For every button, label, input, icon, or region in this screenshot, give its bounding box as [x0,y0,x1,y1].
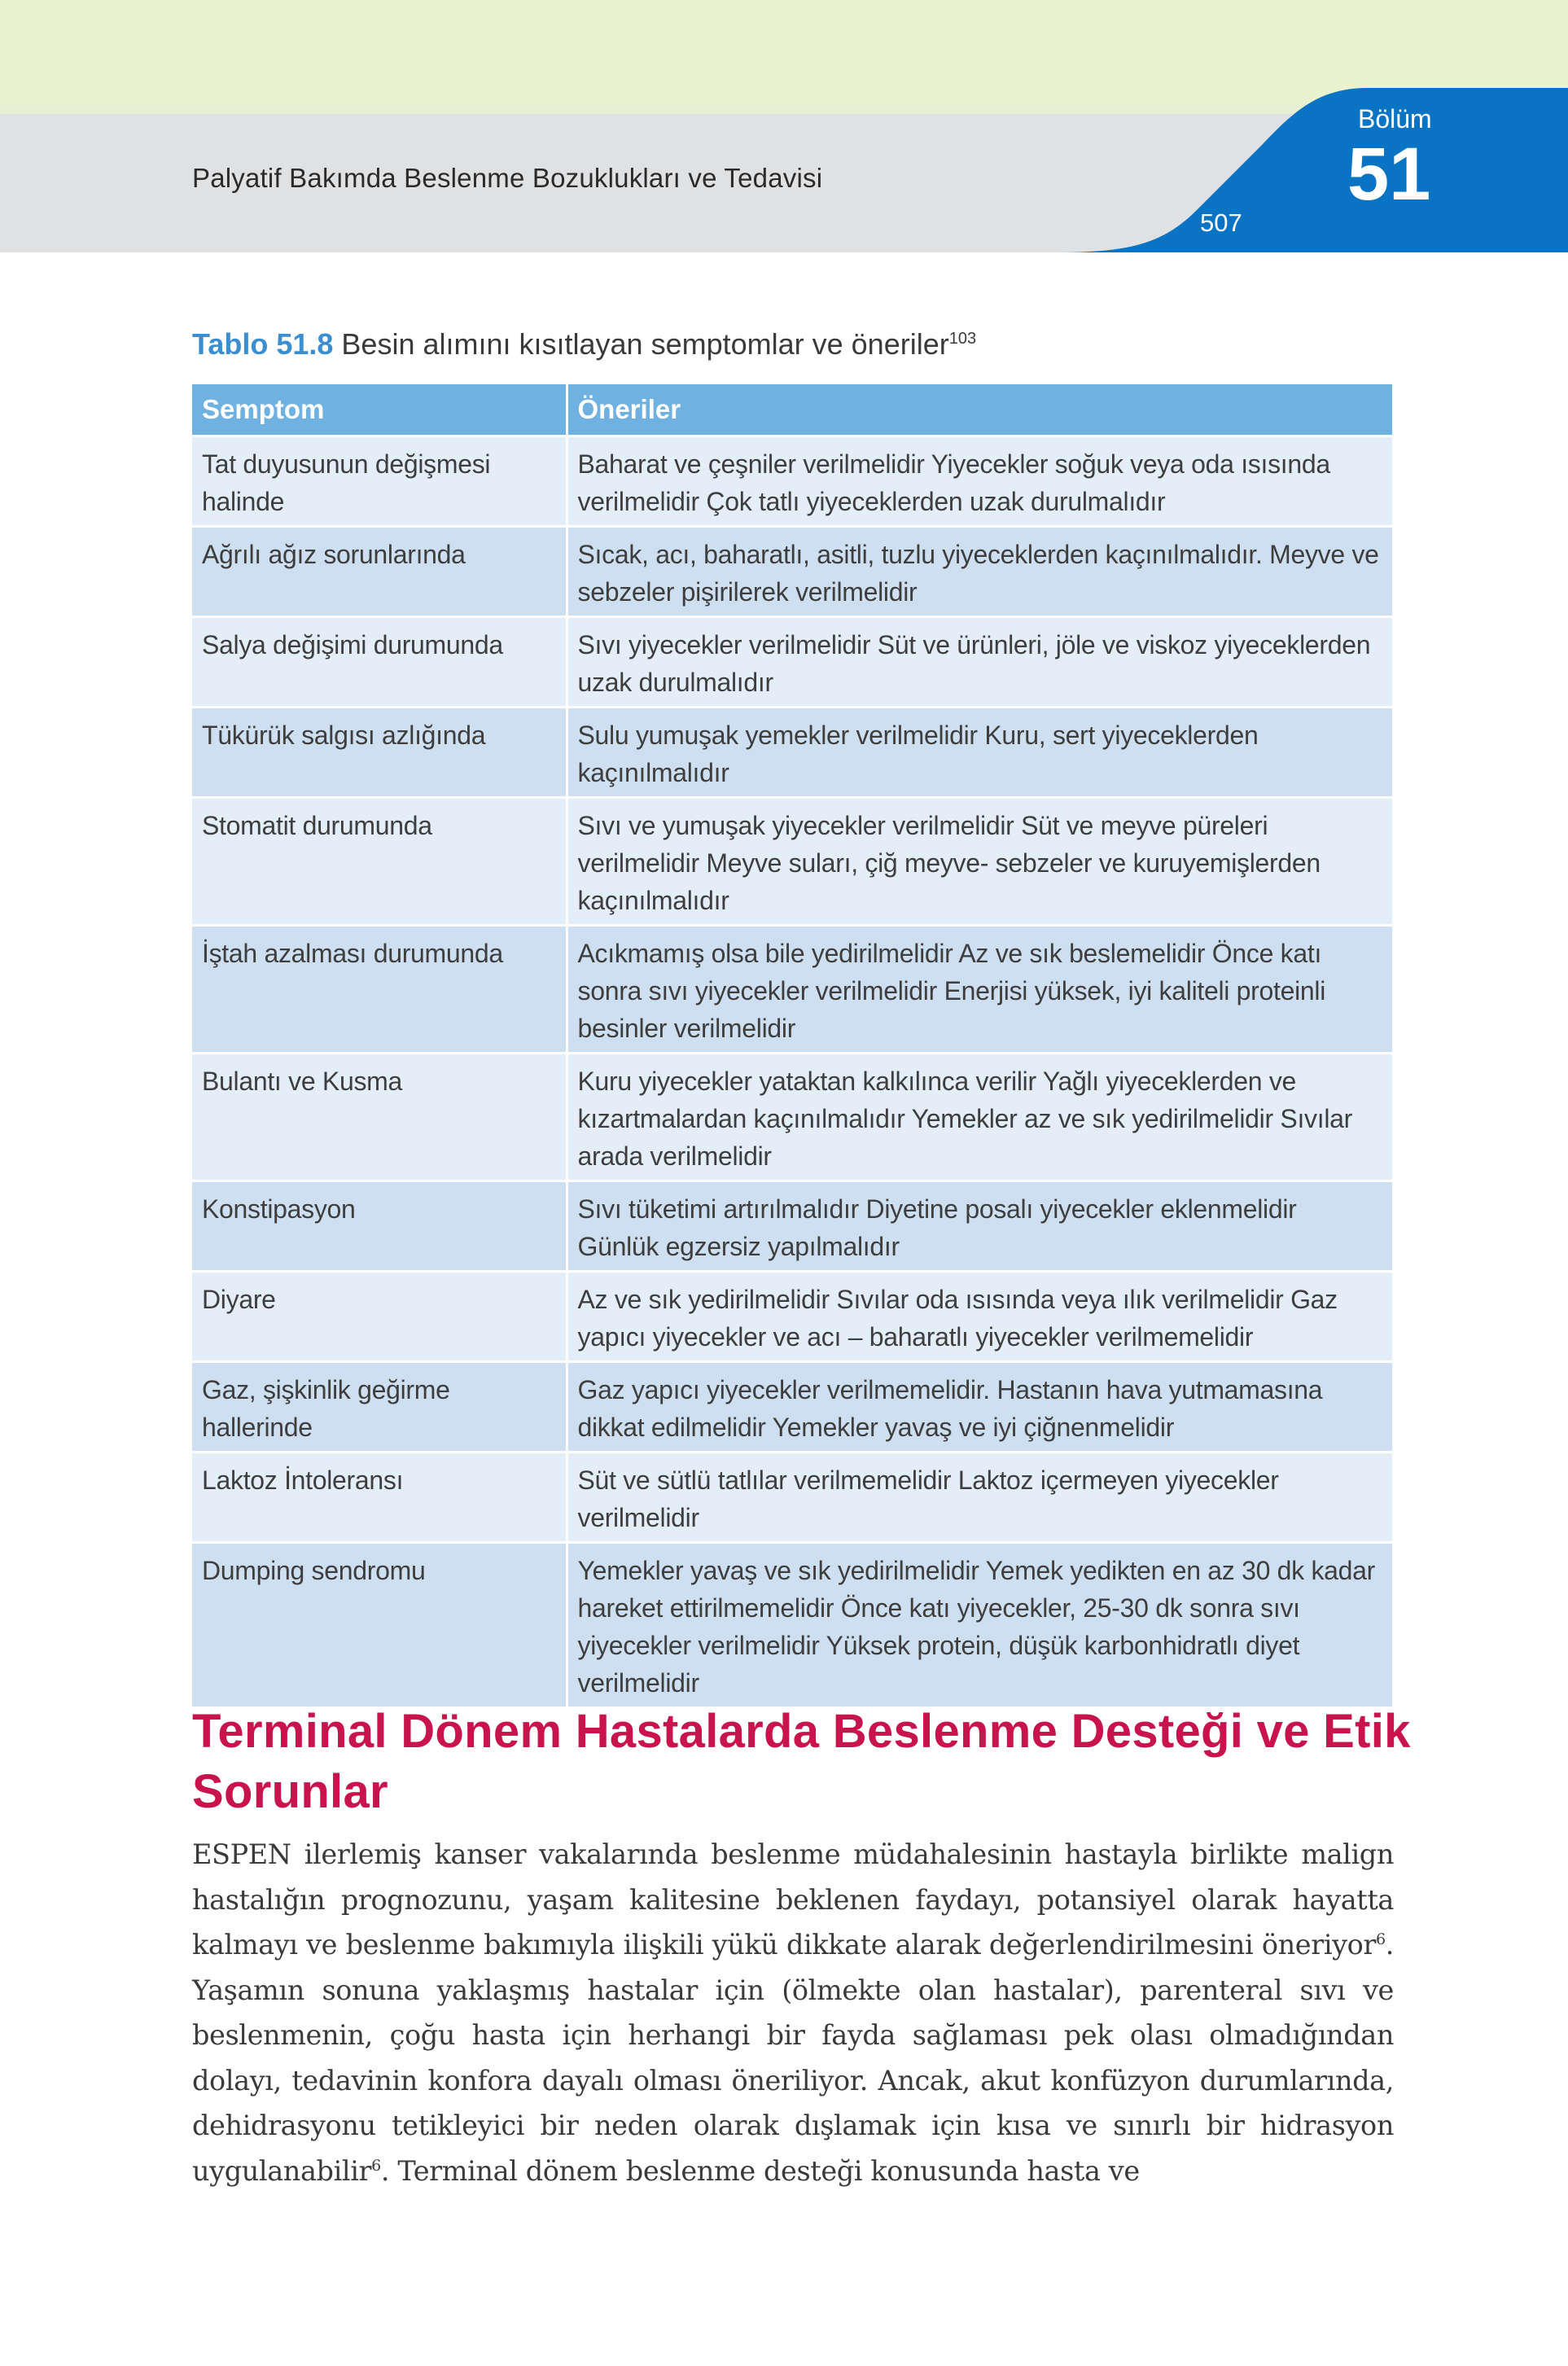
reference-superscript: 6 [371,2156,381,2175]
header-advice: Öneriler [567,384,1392,436]
table-row [192,708,1392,798]
table-number: Tablo 51.8 [192,327,334,361]
advice-cell: Kuru yiyecekler yataktan kalkılınca verilir Yağlı yiyeceklerden ve kızartmalardan kaçınılmalıdır Yemekler az ve sık yedirilmelidir Sıvılar arada verilmelidir [567,1054,1392,1181]
symptom-cell: Tükürük salgısı azlığında [192,708,567,798]
advice-cell: Az ve sık yedirilmelidir Sıvılar oda ısısında veya ılık verilmelidir Gaz yapıcı yiyecekler ve acı – baharatlı yiyecekler verilmemelidir [567,1272,1392,1362]
advice-cell: Baharat ve çeşniler verilmelidir Yiyecekler soğuk veya oda ısısında verilmelidir Çok tatlı yiyeceklerden uzak durulmalıdır [567,436,1392,527]
section-heading: Terminal Dönem Hastalarda Beslenme Desteği ve Etik Sorunlar [192,1705,1411,1818]
table-header-row [192,384,1392,436]
chapter-tab-shape [1058,88,1568,252]
symptom-cell: Gaz, şişkinlik geğirme hallerinde [192,1362,567,1452]
table-row [192,617,1392,708]
body-text-part-3: . Terminal dönem beslenme desteği konusunda hasta ve [380,2154,1140,2187]
advice-cell: Sıvı tüketimi artırılmalıdır Diyetine posalı yiyecekler eklenmelidir Günlük egzersiz yapılmalıdır [567,1181,1392,1272]
table-reference: 103 [948,330,977,348]
symptom-cell: Bulantı ve Kusma [192,1054,567,1181]
advice-cell: Sıvı yiyecekler verilmelidir Süt ve ürünleri, jöle ve viskoz yiyeceklerden uzak durulmalıdır [567,617,1392,708]
page-number: 507 [1200,208,1242,237]
table-row [192,1272,1392,1362]
table-title: Besin alımını kısıtlayan semptomlar ve öneriler [341,327,949,361]
symptom-cell: Laktoz İntoleransı [192,1452,567,1543]
chapter-number: 51 [1347,133,1431,216]
symptom-cell: Tat duyusunun değişmesi halinde [192,436,567,527]
table-row [192,926,1392,1054]
advice-cell: Acıkmamış olsa bile yedirilmelidir Az ve sık beslemelidir Önce katı sonra sıvı yiyecekler verilmelidir Enerjisi yüksek, iyi kaliteli proteinli besinler verilmelidir [567,926,1392,1054]
table-row [192,1543,1392,1707]
symptom-cell: Stomatit durumunda [192,798,567,926]
body-paragraph [192,1832,1394,2193]
symptom-cell: İştah azalması durumunda [192,926,567,1054]
symptom-cell: Diyare [192,1272,567,1362]
chapter-tab [1058,88,1568,252]
running-title: Palyatif Bakımda Beslenme Bozuklukları ve Tedavisi [192,163,823,193]
symptom-cell: Ağrılı ağız sorunlarında [192,527,567,617]
symptom-cell: Salya değişimi durumunda [192,617,567,708]
table-row [192,527,1392,617]
table-caption [192,327,976,361]
reference-superscript: 6 [1376,1930,1386,1948]
table-row [192,1452,1392,1543]
advice-cell: Yemekler yavaş ve sık yedirilmelidir Yemek yedikten en az 30 dk kadar hareket ettirilmemelidir Önce katı yiyecekler, 25-30 dk sonra sıvı yiyecekler verilmelidir Yüksek protein, düşük karbonhidratlı diyet verilmelidir [567,1543,1392,1707]
advice-cell: Süt ve sütlü tatlılar verilmemelidir Laktoz içermeyen yiyecekler verilmelidir [567,1452,1392,1543]
table-row [192,436,1392,527]
body-text-part-1: ESPEN ilerlemiş kanser vakalarında beslenme müdahalesinin hastayla birlikte malign hastalığın prognozunu, yaşam kalitesine beklenen faydayı, potansiyel olarak hayatta kalmayı ve beslenme bakımıyla ilişkili yükü dikkate alarak değerlendirilmesini öneriyor [192,1838,1394,1961]
table-row [192,798,1392,926]
table-row [192,1054,1392,1181]
advice-cell: Sıvı ve yumuşak yiyecekler verilmelidir Süt ve meyve püreleri verilmelidir Meyve suları, çiğ meyve- sebzeler ve kuruyemişlerden kaçınılmalıdır [567,798,1392,926]
advice-cell: Sıcak, acı, baharatlı, asitli, tuzlu yiyeceklerden kaçınılmalıdır. Meyve ve sebzeler pişirilerek verilmelidir [567,527,1392,617]
symptom-cell: Konstipasyon [192,1181,567,1272]
symptom-table [192,384,1392,1707]
symptom-cell: Dumping sendromu [192,1543,567,1707]
chapter-label: Bölüm [1358,104,1432,134]
advice-cell: Sulu yumuşak yemekler verilmelidir Kuru, sert yiyeceklerden kaçınılmalıdır [567,708,1392,798]
advice-cell: Gaz yapıcı yiyecekler verilmemelidir. Hastanın hava yutmamasına dikkat edilmelidir Yemekler yavaş ve iyi çiğnenmelidir [567,1362,1392,1452]
body-text-part-2: . Yaşamın sonuna yaklaşmış hastalar için (ölmekte olan hastalar), parenteral sıvı ve beslenmenin, çoğu hasta için herhangi bir fayda sağlaması pek olası olmadığından dolayı, tedavinin konfora dayalı olması öneriliyor. Ancak, akut konfüzyon durumlarında, dehidrasyonu tetikleyici bir neden olarak dışlamak için kısa ve sınırlı bir hidrasyon uygulanabilir [192,1929,1394,2187]
table-row [192,1362,1392,1452]
table-row [192,1181,1392,1272]
header-symptom: Semptom [192,384,567,436]
